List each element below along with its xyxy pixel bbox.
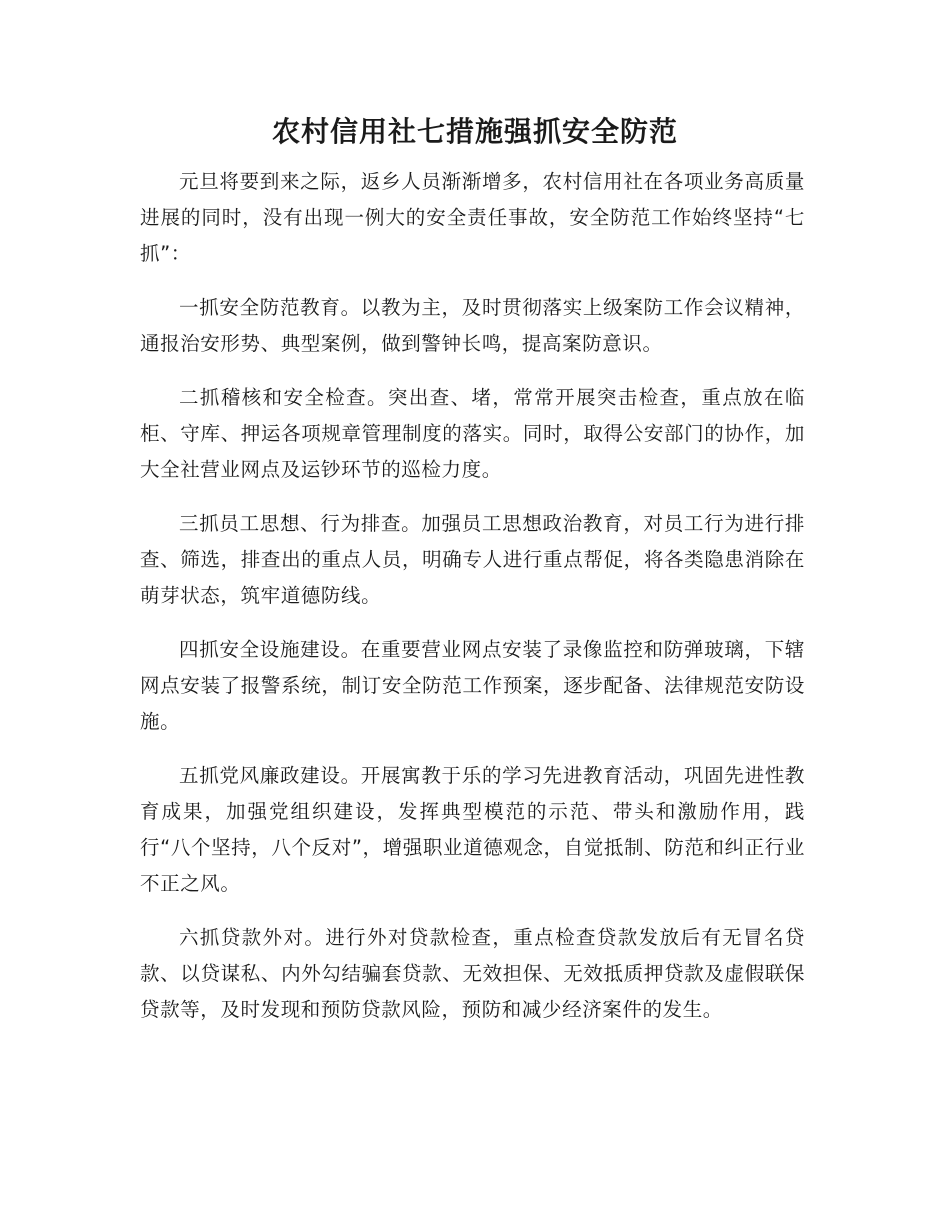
paragraph-measure-1: 一抓安全防范教育。以教为主，及时贯彻落实上级案防工作会议精神，通报治安形势、典型案例，做到警钟长鸣，提高案防意识。 bbox=[140, 296, 805, 355]
document-body bbox=[140, 164, 805, 1046]
paragraph-measure-3: 三抓员工思想、行为排查。加强员工思想政治教育，对员工行为进行排查、筛选，排查出的重点人员，明确专人进行重点帮促，将各类隐患消除在萌芽状态，筑牢道德防线。 bbox=[140, 512, 805, 607]
paragraph-measure-4: 四抓安全设施建设。在重要营业网点安装了录像监控和防弹玻璃，下辖网点安装了报警系统，制订安全防范工作预案，逐步配备、法律规范安防设施。 bbox=[140, 638, 805, 733]
paragraph-measure-2: 二抓稽核和安全检查。突出查、堵，常常开展突击检查，重点放在临柜、守库、押运各项规章管理制度的落实。同时，取得公安部门的协作，加大全社营业网点及运钞环节的巡检力度。 bbox=[140, 386, 805, 481]
paragraph-measure-5: 五抓党风廉政建设。开展寓教于乐的学习先进教育活动，巩固先进性教育成果，加强党组织建设，发挥典型模范的示范、带头和激励作用，践行“八个坚持，八个反对”，增强职业道德观念，自觉抵制、防范和纠正行业不正之风。 bbox=[140, 764, 805, 895]
document-title: 农村信用社七措施强抓安全防范 bbox=[271, 115, 678, 148]
paragraph-measure-6: 六抓贷款外对。进行外对贷款检查，重点检查贷款发放后有无冒名贷款、以贷谋私、内外勾结骗套贷款、无效担保、无效抵质押贷款及虚假联保贷款等，及时发现和预防贷款风险，预防和减少经济案件的发生。 bbox=[140, 926, 805, 1021]
paragraph-intro: 元旦将要到来之际，返乡人员渐渐增多，农村信用社在各项业务高质量进展的同时，没有出现一例大的安全责任事故，安全防范工作始终坚持“七抓”： bbox=[140, 170, 805, 265]
